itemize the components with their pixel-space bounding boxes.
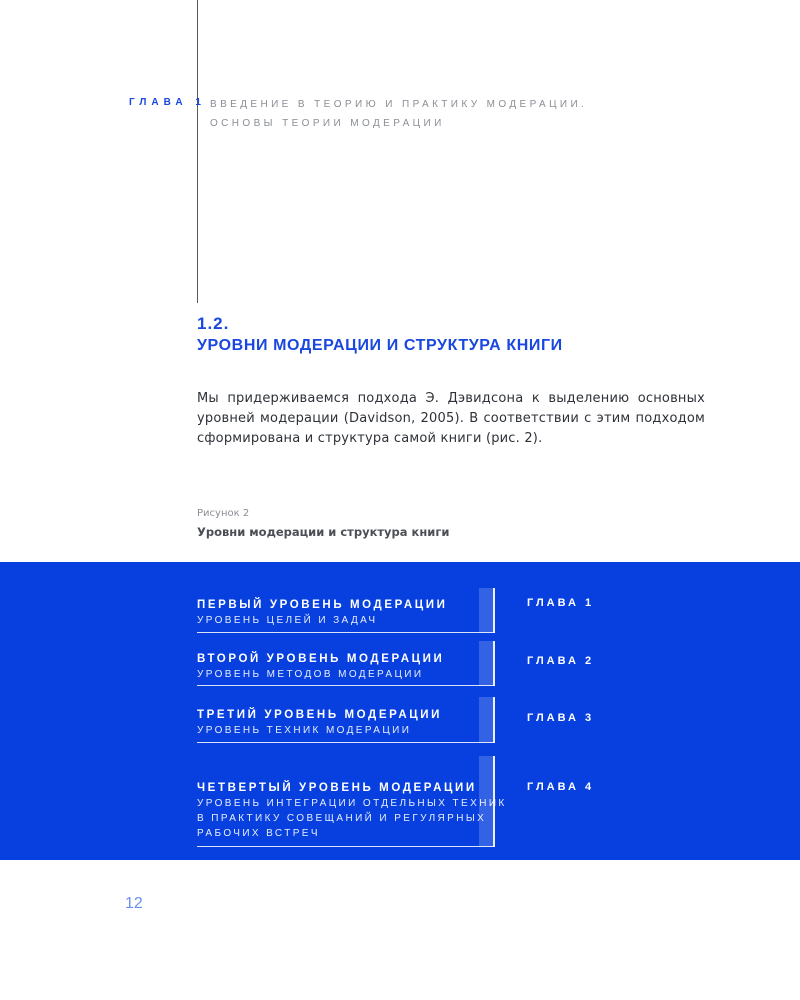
- level-subtitle: УРОВЕНЬ МЕТОДОВ МОДЕРАЦИИ: [197, 669, 424, 680]
- section-number: 1.2.: [197, 314, 230, 333]
- level-subtitle-line-1: УРОВЕНЬ ИНТЕГРАЦИИ ОТДЕЛЬНЫХ ТЕХНИК: [197, 798, 507, 809]
- level-subtitle: УРОВЕНЬ ТЕХНИК МОДЕРАЦИИ: [197, 725, 412, 736]
- level-subtitle: УРОВЕНЬ ЦЕЛЕЙ И ЗАДАЧ: [197, 615, 378, 626]
- chapter-label: ГЛАВА 1: [129, 97, 206, 108]
- level-chapter-4: ГЛАВА 4: [527, 781, 595, 793]
- figure-label: Рисунок 2: [197, 508, 250, 519]
- level-underline: [197, 742, 495, 743]
- level-chapter-3: ГЛАВА 3: [527, 712, 595, 724]
- level-item-2: [197, 641, 495, 686]
- level-item-1: [197, 588, 495, 633]
- level-bracket: [479, 588, 495, 633]
- level-subtitle-line-3: РАБОЧИХ ВСТРЕЧ: [197, 828, 320, 839]
- level-underline: [197, 632, 495, 633]
- level-item-4: [197, 756, 507, 847]
- chapter-title: [210, 95, 587, 133]
- level-bracket: [479, 756, 495, 847]
- level-bracket: [479, 697, 495, 743]
- level-underline: [197, 685, 495, 686]
- level-chapter-2: ГЛАВА 2: [527, 655, 595, 667]
- level-title: ЧЕТВЕРТЫЙ УРОВЕНЬ МОДЕРАЦИИ: [197, 782, 477, 794]
- level-subtitle-line-2: В ПРАКТИКУ СОВЕЩАНИЙ И РЕГУЛЯРНЫХ: [197, 813, 487, 824]
- page-number: 12: [125, 895, 143, 912]
- level-chapter-1: ГЛАВА 1: [527, 597, 595, 609]
- vertical-rule: [197, 0, 198, 303]
- level-bracket: [479, 641, 495, 686]
- level-item-3: [197, 697, 495, 743]
- body-paragraph: Мы придерживаемся подхода Э. Дэвидсона к выделению основных уровней модерации (Davidson, 2005). В соответствии с этим подходом сформирована и структура самой книги (рис. 2).: [197, 391, 705, 446]
- level-underline: [197, 846, 495, 847]
- level-title: ПЕРВЫЙ УРОВЕНЬ МОДЕРАЦИИ: [197, 599, 448, 611]
- chapter-title-line-2: ОСНОВЫ ТЕОРИИ МОДЕРАЦИИ: [210, 118, 445, 129]
- chapter-title-line-1: ВВЕДЕНИЕ В ТЕОРИЮ И ПРАКТИКУ МОДЕРАЦИИ.: [210, 99, 588, 110]
- level-title: ТРЕТИЙ УРОВЕНЬ МОДЕРАЦИИ: [197, 709, 443, 721]
- section-title: УРОВНИ МОДЕРАЦИИ И СТРУКТУРА КНИГИ: [197, 337, 563, 354]
- level-title: ВТОРОЙ УРОВЕНЬ МОДЕРАЦИИ: [197, 653, 445, 665]
- figure-caption: Уровни модерации и структура книги: [197, 525, 450, 539]
